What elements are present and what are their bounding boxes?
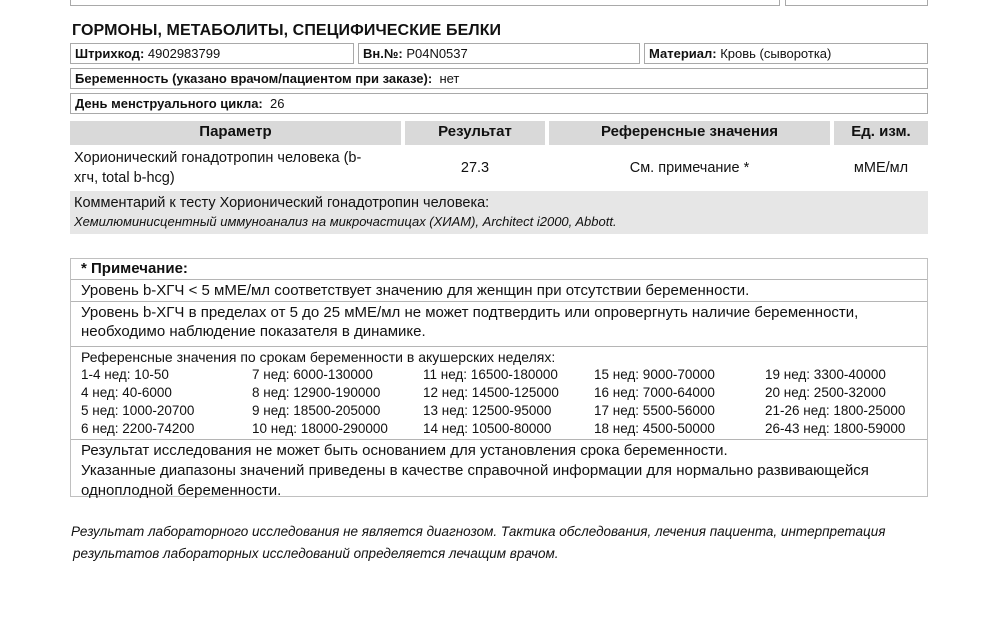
footer-disclaimer <box>71 521 951 565</box>
barcode-value: 4902983799 <box>147 46 221 61</box>
range-item: 14 нед: 10500-80000 <box>423 421 552 436</box>
range-item: 8 нед: 12900-190000 <box>252 385 381 400</box>
barcode-field <box>70 43 354 64</box>
range-item: 11 нед: 16500-180000 <box>423 367 558 382</box>
footer-line-1: Результат лабораторного исследования не является диагнозом. Тактика обследования, лечения пациента, интерпретация <box>71 524 886 539</box>
range-item: 6 нед: 2200-74200 <box>81 421 195 436</box>
comment-method: Хемилюминисцентный иммуноанализ на микрочастицах (ХИАМ), Architect i2000, Abbott. <box>74 214 617 229</box>
note-box <box>70 258 928 497</box>
header-result: Результат <box>405 121 545 145</box>
range-item: 21-26 нед: 1800-25000 <box>765 403 906 418</box>
header-partial-right-box <box>785 0 928 6</box>
parameter-line-2: хгч, total b-hcg) <box>74 170 175 186</box>
header-unit: Ед. изм. <box>834 121 928 145</box>
result-row-value: 27.3 <box>460 160 490 176</box>
internal-number-value: P04N0537 <box>406 46 468 61</box>
cycle-day-field <box>70 93 928 114</box>
material-label: Материал: <box>649 46 717 61</box>
header-parameter: Параметр <box>70 121 401 145</box>
pregnancy-label: Беременность (указано врачом/пациентом при заказе): <box>75 71 433 86</box>
pregnancy-value: нет <box>439 71 460 86</box>
material-value: Кровь (сыворотка) <box>720 46 832 61</box>
range-item: 13 нед: 12500-95000 <box>423 403 552 418</box>
pregnancy-field <box>70 68 928 89</box>
note-line-2b: необходимо наблюдение показателя в динамике. <box>81 323 426 340</box>
range-item: 10 нед: 18000-290000 <box>252 421 388 436</box>
range-item: 20 нед: 2500-32000 <box>765 385 886 400</box>
range-item: 4 нед: 40-6000 <box>81 385 172 400</box>
reference-ranges <box>71 347 927 438</box>
result-row-reference: См. примечание * <box>629 160 750 176</box>
note-line-1: Уровень b-ХГЧ < 5 мМЕ/мл соответствует значению для женщин при отсутствии беременности. <box>71 280 927 302</box>
range-item: 15 нед: 9000-70000 <box>594 367 715 382</box>
header-partial-left-box <box>70 0 780 6</box>
range-item: 12 нед: 14500-125000 <box>423 385 559 400</box>
range-item: 5 нед: 1000-20700 <box>81 403 195 418</box>
reference-ranges-title: Референсные значения по срокам беременности в акушерских неделях: <box>81 349 556 365</box>
note-tail-3: одноплодной беременности. <box>81 482 282 499</box>
note-line-2 <box>71 302 927 347</box>
reference-ranges-grid <box>71 366 927 438</box>
section-title: ГОРМОНЫ, МЕТАБОЛИТЫ, СПЕЦИФИЧЕСКИЕ БЕЛКИ <box>72 22 502 39</box>
internal-number-label: Вн.№: <box>363 46 403 61</box>
note-tail <box>71 439 927 501</box>
range-item: 18 нед: 4500-50000 <box>594 421 715 436</box>
range-item: 19 нед: 3300-40000 <box>765 367 886 382</box>
range-item: 9 нед: 18500-205000 <box>252 403 381 418</box>
parameter-line-1: Хорионический гонадотропин человека (b- <box>74 150 362 166</box>
cycle-day-value: 26 <box>270 96 285 111</box>
note-tail-2: Указанные диапазоны значений приведены в качестве справочной информации для нормально развивающейся <box>81 462 869 479</box>
range-item: 7 нед: 6000-130000 <box>252 367 373 382</box>
result-row-parameter <box>74 148 404 188</box>
comment-title: Комментарий к тесту Хорионический гонадотропин человека: <box>74 195 490 211</box>
cycle-day-label: День менструального цикла: <box>75 96 263 111</box>
test-comment <box>70 191 928 234</box>
material-field <box>644 43 928 64</box>
result-row-unit: мМЕ/мл <box>853 160 909 176</box>
note-line-2a: Уровень b-ХГЧ в пределах от 5 до 25 мМЕ/мл не может подтвердить или опровергнуть наличие беременности, <box>81 304 859 321</box>
note-tail-1: Результат исследования не может быть основанием для установления срока беременности. <box>81 442 728 459</box>
range-item: 17 нед: 5500-56000 <box>594 403 715 418</box>
range-item: 1-4 нед: 10-50 <box>81 367 169 382</box>
range-item: 16 нед: 7000-64000 <box>594 385 715 400</box>
internal-number-field <box>358 43 640 64</box>
note-title: * Примечание: <box>71 259 927 280</box>
barcode-label: Штрихкод: <box>75 46 145 61</box>
footer-line-2: результатов лабораторных исследований определяется лечащим врачом. <box>73 546 559 561</box>
header-reference: Референсные значения <box>549 121 830 145</box>
range-item: 26-43 нед: 1800-59000 <box>765 421 906 436</box>
